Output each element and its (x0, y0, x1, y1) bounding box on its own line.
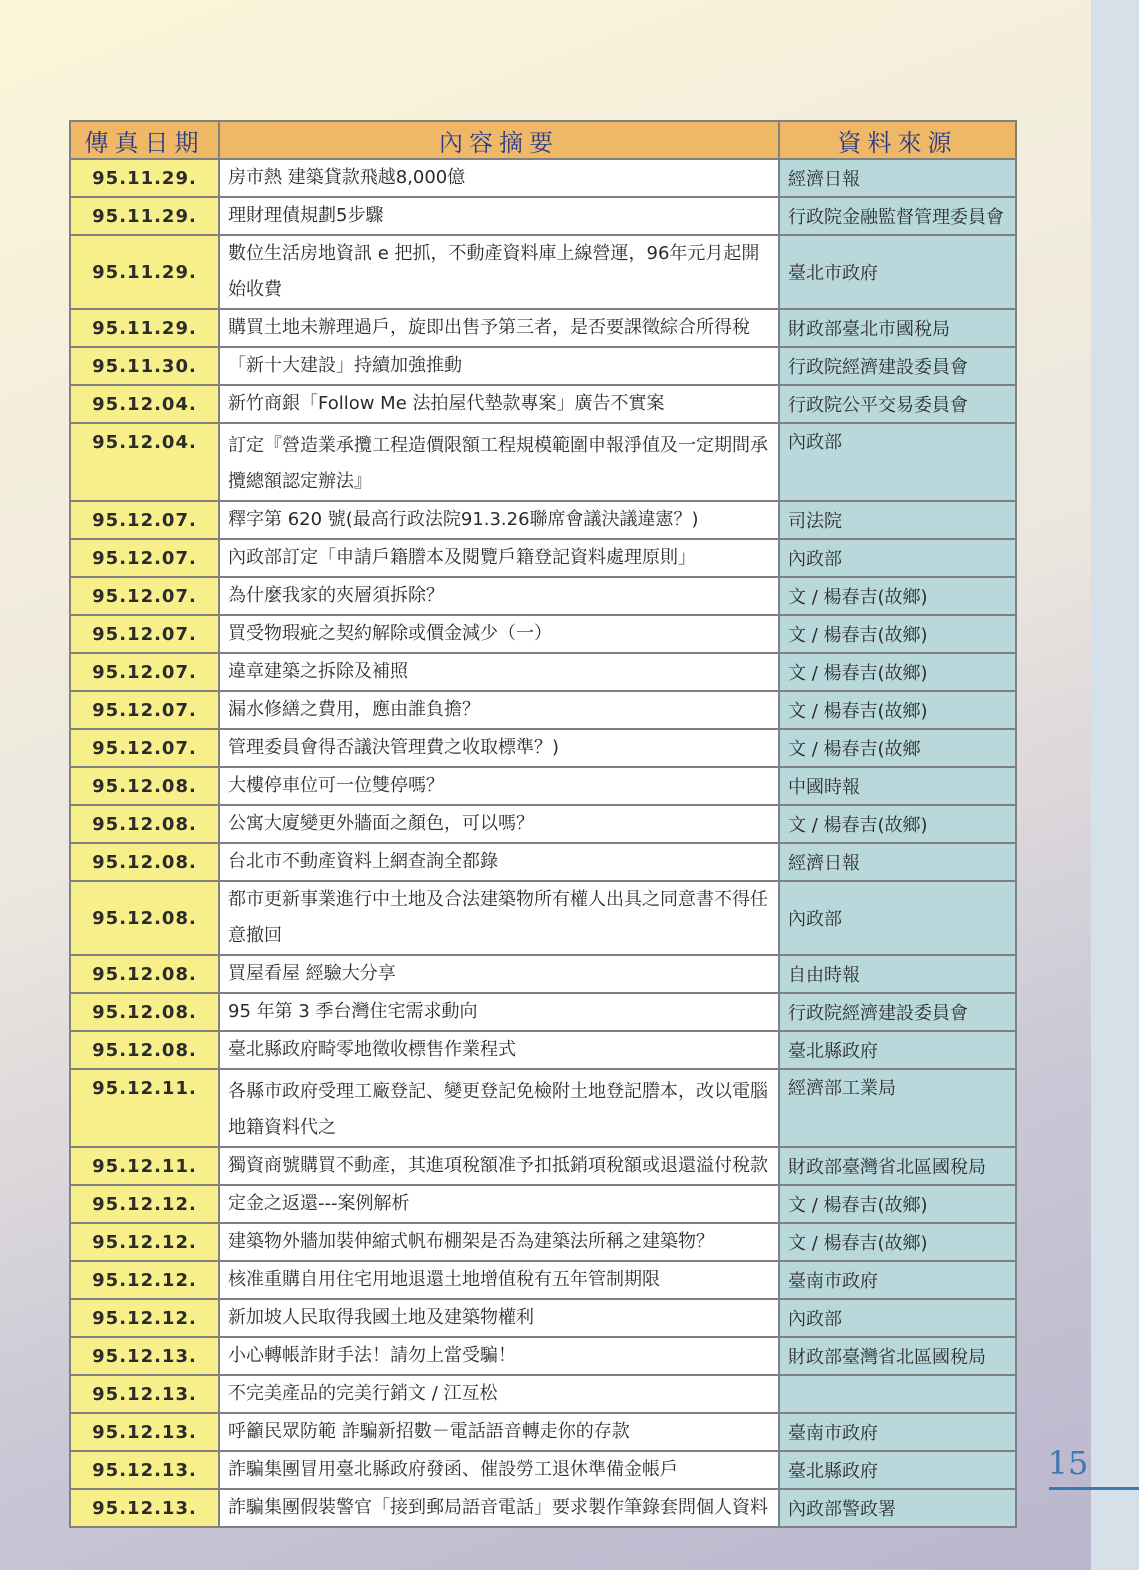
date-cell: 95.11.29. (70, 235, 219, 309)
summary-cell: 公寓大廈變更外牆面之顏色，可以嗎？ (219, 805, 779, 843)
source-cell: 行政院經濟建設委員會 (779, 993, 1016, 1031)
source-cell: 經濟日報 (779, 843, 1016, 881)
date-cell: 95.12.08. (70, 767, 219, 805)
date-cell: 95.12.12. (70, 1223, 219, 1261)
table-row (70, 1375, 1016, 1413)
summary-cell: 買屋看屋 經驗大分享 (219, 955, 779, 993)
source-cell: 財政部臺灣省北區國稅局 (779, 1337, 1016, 1375)
summary-cell: 數位生活房地資訊 e 把抓，不動產資料庫上線營運，96年元月起開始收費 (219, 235, 779, 309)
source-cell: 臺北縣政府 (779, 1451, 1016, 1489)
source-cell: 文 / 楊春吉(故鄉) (779, 615, 1016, 653)
table-row (70, 235, 1016, 309)
table-row (70, 729, 1016, 767)
date-cell: 95.11.30. (70, 347, 219, 385)
summary-cell: 新竹商銀「Follow Me 法拍屋代墊款專案」廣告不實案 (219, 385, 779, 423)
summary-cell: 房市熱 建築貸款飛越8,000億 (219, 159, 779, 197)
summary-cell: 核准重購自用住宅用地退還土地增值稅有五年管制期限 (219, 1261, 779, 1299)
date-cell: 95.12.08. (70, 843, 219, 881)
summary-cell: 買受物瑕疵之契約解除或價金減少（一） (219, 615, 779, 653)
fax-table (69, 120, 1017, 1528)
date-cell: 95.12.07. (70, 653, 219, 691)
header-date: 傳真日期 (70, 121, 219, 159)
source-cell: 文 / 楊春吉(故鄉) (779, 691, 1016, 729)
table-row (70, 1223, 1016, 1261)
date-cell: 95.11.29. (70, 159, 219, 197)
date-cell: 95.12.07. (70, 615, 219, 653)
table-row (70, 385, 1016, 423)
page-number-rule (1049, 1487, 1139, 1490)
table-row (70, 1489, 1016, 1527)
table-body (70, 159, 1016, 1527)
source-cell: 行政院公平交易委員會 (779, 385, 1016, 423)
source-cell (779, 1375, 1016, 1413)
date-cell: 95.12.12. (70, 1185, 219, 1223)
summary-cell: 管理委員會得否議決管理費之收取標準？) (219, 729, 779, 767)
summary-cell: 大樓停車位可一位雙停嗎？ (219, 767, 779, 805)
table-row (70, 653, 1016, 691)
summary-cell: 各縣市政府受理工廠登記、變更登記免檢附土地登記謄本，改以電腦地籍資料代之 (219, 1069, 779, 1147)
table-row (70, 1299, 1016, 1337)
summary-cell: 台北市不動產資料上網查詢全都錄 (219, 843, 779, 881)
date-cell: 95.12.13. (70, 1375, 219, 1413)
source-cell: 文 / 楊春吉(故鄉) (779, 805, 1016, 843)
date-cell: 95.12.04. (70, 385, 219, 423)
table-row (70, 1031, 1016, 1069)
source-cell: 內政部 (779, 1299, 1016, 1337)
date-cell: 95.12.04. (70, 423, 219, 501)
header-summary: 內容摘要 (219, 121, 779, 159)
source-cell: 中國時報 (779, 767, 1016, 805)
source-cell: 文 / 楊春吉(故鄉) (779, 1185, 1016, 1223)
table-row (70, 539, 1016, 577)
source-cell: 文 / 楊春吉(故鄉 (779, 729, 1016, 767)
source-cell: 內政部 (779, 423, 1016, 501)
summary-cell: 訂定『營造業承攬工程造價限額工程規模範圍申報淨值及一定期間承攬總額認定辦法』 (219, 423, 779, 501)
source-cell: 內政部 (779, 881, 1016, 955)
date-cell: 95.12.13. (70, 1489, 219, 1527)
source-cell: 司法院 (779, 501, 1016, 539)
table-row (70, 691, 1016, 729)
date-cell: 95.12.07. (70, 501, 219, 539)
date-cell: 95.12.07. (70, 691, 219, 729)
date-cell: 95.12.11. (70, 1147, 219, 1185)
date-cell: 95.12.08. (70, 1031, 219, 1069)
summary-cell: 購買土地未辦理過戶，旋即出售予第三者，是否要課徵綜合所得稅 (219, 309, 779, 347)
source-cell: 文 / 楊春吉(故鄉) (779, 577, 1016, 615)
date-cell: 95.11.29. (70, 197, 219, 235)
source-cell: 自由時報 (779, 955, 1016, 993)
table-row (70, 955, 1016, 993)
table-row (70, 501, 1016, 539)
summary-cell: 理財理債規劃5步驟 (219, 197, 779, 235)
date-cell: 95.12.08. (70, 805, 219, 843)
table-row (70, 1147, 1016, 1185)
date-cell: 95.12.13. (70, 1413, 219, 1451)
summary-cell: 不完美產品的完美行銷文 / 江亙松 (219, 1375, 779, 1413)
date-cell: 95.12.13. (70, 1337, 219, 1375)
source-cell: 臺北市政府 (779, 235, 1016, 309)
summary-cell: 定金之返還---案例解析 (219, 1185, 779, 1223)
table-row (70, 197, 1016, 235)
table-row (70, 993, 1016, 1031)
date-cell: 95.12.08. (70, 881, 219, 955)
header-row (70, 121, 1016, 159)
table-row (70, 1185, 1016, 1223)
date-cell: 95.12.07. (70, 577, 219, 615)
source-cell: 文 / 楊春吉(故鄉) (779, 653, 1016, 691)
table-row (70, 615, 1016, 653)
table-row (70, 159, 1016, 197)
date-cell: 95.12.07. (70, 539, 219, 577)
table-row (70, 309, 1016, 347)
source-cell: 行政院金融監督管理委員會 (779, 197, 1016, 235)
source-cell: 臺南市政府 (779, 1413, 1016, 1451)
date-cell: 95.12.11. (70, 1069, 219, 1147)
table-row (70, 1337, 1016, 1375)
table-row (70, 881, 1016, 955)
date-cell: 95.12.08. (70, 955, 219, 993)
source-cell: 經濟部工業局 (779, 1069, 1016, 1147)
table-row (70, 843, 1016, 881)
summary-cell: 漏水修繕之費用，應由誰負擔？ (219, 691, 779, 729)
source-cell: 內政部警政署 (779, 1489, 1016, 1527)
summary-cell: 獨資商號購買不動產，其進項稅額准予扣抵銷項稅額或退還溢付稅款 (219, 1147, 779, 1185)
table-row (70, 1413, 1016, 1451)
date-cell: 95.12.13. (70, 1451, 219, 1489)
table-row (70, 1451, 1016, 1489)
summary-cell: 臺北縣政府畸零地徵收標售作業程式 (219, 1031, 779, 1069)
summary-cell: 詐騙集團冒用臺北縣政府發函、催設勞工退休準備金帳戶 (219, 1451, 779, 1489)
table-row (70, 767, 1016, 805)
table-row (70, 423, 1016, 501)
date-cell: 95.12.12. (70, 1261, 219, 1299)
date-cell: 95.11.29. (70, 309, 219, 347)
source-cell: 行政院經濟建設委員會 (779, 347, 1016, 385)
summary-cell: 「新十大建設」持續加強推動 (219, 347, 779, 385)
summary-cell: 釋字第 620 號(最高行政法院91.3.26聯席會議決議違憲？) (219, 501, 779, 539)
source-cell: 臺北縣政府 (779, 1031, 1016, 1069)
table-row (70, 805, 1016, 843)
summary-cell: 違章建築之拆除及補照 (219, 653, 779, 691)
date-cell: 95.12.12. (70, 1299, 219, 1337)
side-strip (1091, 0, 1139, 1570)
table-row (70, 1261, 1016, 1299)
table-row (70, 347, 1016, 385)
summary-cell: 新加坡人民取得我國土地及建築物權利 (219, 1299, 779, 1337)
summary-cell: 為什麼我家的夾層須拆除？ (219, 577, 779, 615)
summary-cell: 小心轉帳詐財手法！請勿上當受騙！ (219, 1337, 779, 1375)
table-row (70, 1069, 1016, 1147)
source-cell: 文 / 楊春吉(故鄉) (779, 1223, 1016, 1261)
summary-cell: 呼籲民眾防範 詐騙新招數－電話語音轉走你的存款 (219, 1413, 779, 1451)
summary-cell: 95 年第 3 季台灣住宅需求動向 (219, 993, 779, 1031)
summary-cell: 都市更新事業進行中土地及合法建築物所有權人出具之同意書不得任意撤回 (219, 881, 779, 955)
summary-cell: 內政部訂定「申請戶籍謄本及閱覽戶籍登記資料處理原則」 (219, 539, 779, 577)
header-source: 資料來源 (779, 121, 1016, 159)
table-row (70, 577, 1016, 615)
date-cell: 95.12.08. (70, 993, 219, 1031)
summary-cell: 詐騙集團假裝警官「接到郵局語音電話」要求製作筆錄套問個人資料 (219, 1489, 779, 1527)
source-cell: 財政部臺北市國稅局 (779, 309, 1016, 347)
source-cell: 經濟日報 (779, 159, 1016, 197)
source-cell: 內政部 (779, 539, 1016, 577)
source-cell: 財政部臺灣省北區國稅局 (779, 1147, 1016, 1185)
page-number: 15 (1047, 1444, 1089, 1482)
source-cell: 臺南市政府 (779, 1261, 1016, 1299)
date-cell: 95.12.07. (70, 729, 219, 767)
summary-cell: 建築物外牆加裝伸縮式帆布棚架是否為建築法所稱之建築物？ (219, 1223, 779, 1261)
